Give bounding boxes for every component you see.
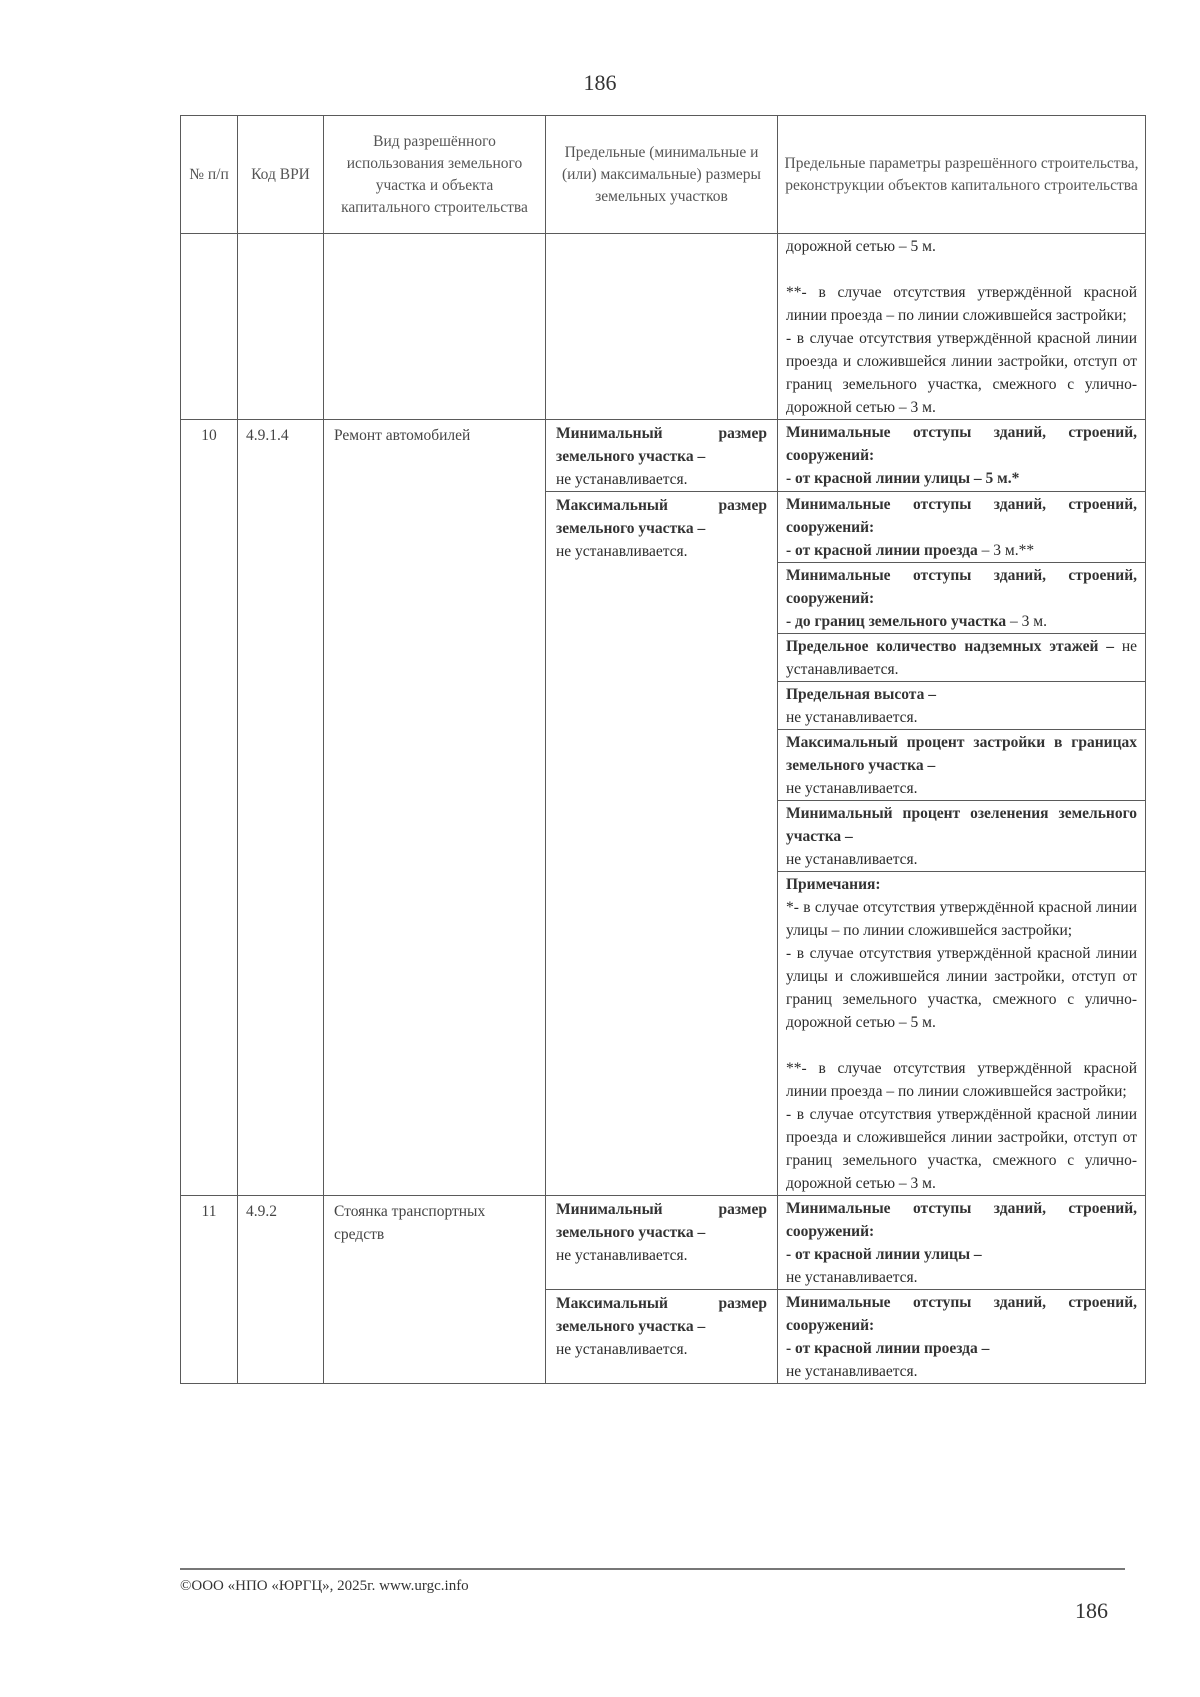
footer-divider — [180, 1568, 1125, 1570]
param-setback-passage: Минимальные отступы зданий, строений, сооружений: - от красной линии проезда – 3 м.** — [778, 492, 1146, 563]
param-height: Предельная высота – не устанавливается. — [778, 682, 1146, 730]
max-size-value: не устанавливается. — [556, 543, 688, 560]
param-min-greenery: Минимальный процент озеленения земельного участка – не устанавливается. — [778, 801, 1146, 872]
cont-note-1: дорожной сетью – 5 м. — [786, 238, 936, 255]
table-row-11 — [181, 1196, 1146, 1290]
param-setback-boundary: Минимальные отступы зданий, строений, сооружений: - до границ земельного участка – 3 м. — [778, 563, 1146, 634]
row-use-name: Ремонт автомобилей — [324, 420, 546, 1196]
row-number: 11 — [181, 1196, 238, 1384]
notes-cell: Примечания: *- в случае отсутствия утверждённой красной линии улицы – по линии сложившейся застройки; - в случае отсутствия утверждённой красной линии улицы и сложившейся линии застройки, отступ от границ земельного участка, смежного с улично-дорожной сетью – 5 м. **- в случае отсутствия утверждённой красной линии проезда – по линии сложившейся застройки; - в случае отсутствия утверждённой красной линии проезда и сложившейся линии застройки, отступ от границ земельного участка, смежного с улично-дорожной сетью – 3 м. — [778, 872, 1146, 1196]
min-size-label: Минимальный размер земельного участка – — [556, 425, 767, 465]
max-size-label: Максимальный размер земельного участка – — [556, 497, 767, 537]
header-size: Предельные (минимальные и (или) максимальные) размеры земельных участков — [546, 116, 778, 234]
page-number-top: 186 — [583, 70, 617, 95]
header-params: Предельные параметры разрешённого строительства, реконструкции объектов капитального строительства — [778, 116, 1146, 234]
table-row-continuation — [181, 234, 1146, 420]
header-code: Код ВРИ — [238, 116, 324, 234]
param-setback-passage: Минимальные отступы зданий, строений, сооружений: - от красной линии проезда – не устанавливается. — [778, 1290, 1146, 1384]
min-size-cell — [546, 420, 778, 492]
param-setback-street: Минимальные отступы зданий, строений, сооружений: - от красной линии улицы – 5 м.* — [778, 420, 1146, 492]
land-use-table — [180, 115, 1146, 1384]
footer-copyright: ©ООО «НПО «ЮРГЦ», 2025г. www.urgc.info — [180, 1578, 469, 1594]
max-size-cell — [546, 492, 778, 1196]
param-max-coverage: Максимальный процент застройки в границах земельного участка – не устанавливается. — [778, 730, 1146, 801]
cont-note-3: - в случае отсутствия утверждённой красной линии проезда и сложившейся линии застройки, отступ от границ земельного участка, смежного с улично-дорожной сетью – 3 м. — [786, 330, 1137, 416]
header-use: Вид разрешённого использования земельного участка и объекта капитального строительства — [324, 116, 546, 234]
row-code: 4.9.2 — [238, 1196, 324, 1384]
notes-title: Примечания: — [786, 876, 881, 893]
cont-note-2: **- в случае отсутствия утверждённой красной линии проезда – по линии сложившейся застройки; — [786, 284, 1137, 324]
row-number: 10 — [181, 420, 238, 1196]
table-row-10 — [181, 420, 1146, 492]
max-size-cell: Максимальный размер земельного участка – не устанавливается. — [546, 1290, 778, 1384]
min-size-cell: Минимальный размер земельного участка – не устанавливается. — [546, 1196, 778, 1290]
header-num: № п/п — [181, 116, 238, 234]
row-code: 4.9.1.4 — [238, 420, 324, 1196]
param-floors: Предельное количество надземных этажей – не устанавливается. — [778, 634, 1146, 682]
page-number-bottom: 186 — [1075, 1598, 1108, 1623]
param-setback-street: Минимальные отступы зданий, строений, сооружений: - от красной линии улицы – не устанавливается. — [778, 1196, 1146, 1290]
row-use-name: Стоянка транспортных средств — [324, 1196, 546, 1384]
min-size-value: не устанавливается. — [556, 471, 688, 488]
table-header-row — [181, 116, 1146, 234]
